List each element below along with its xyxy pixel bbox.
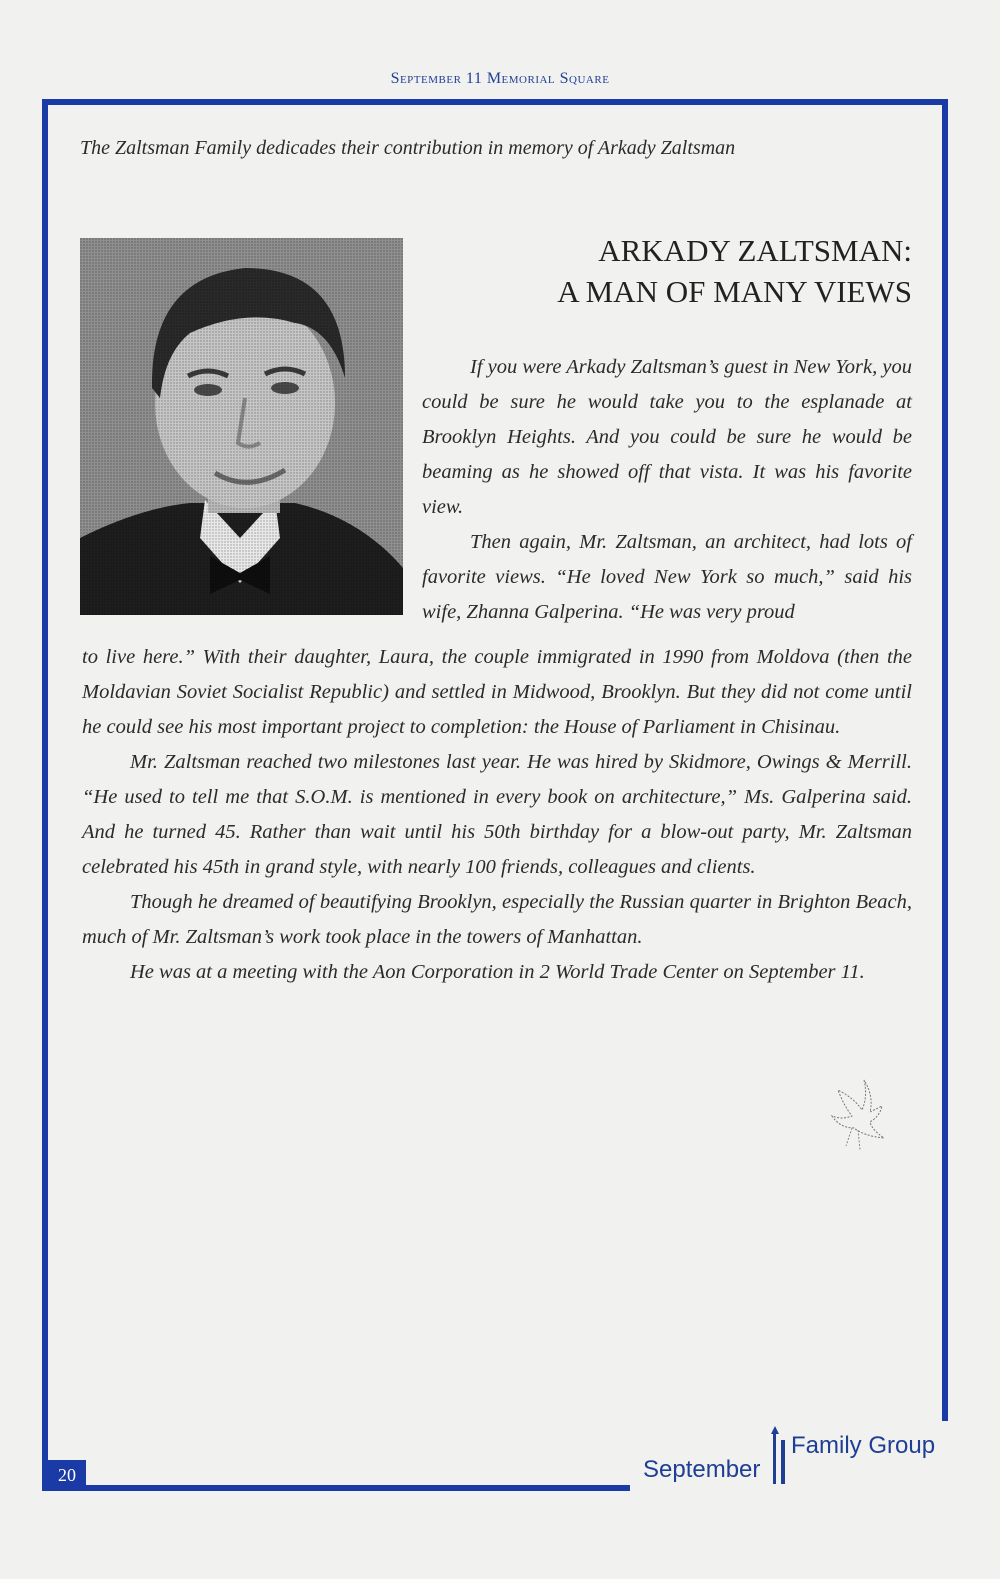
frame-border-top [42,99,948,105]
article-title-line1: ARKADY ZALTSMAN: [598,233,912,268]
family-group-logo [643,1418,943,1488]
frame-border-left [42,99,48,1491]
paragraph-5: He was at a meeting with the Aon Corporation in 2 World Trade Center on September 11. [130,961,865,983]
portrait-photo [80,238,403,615]
logo-word-family-group: Family Group [791,1432,936,1459]
article-body-top [422,350,912,630]
paragraph-1: If you were Arkady Zaltsman’s guest in New York, you could be sure he would take you to the esplanade at Brooklyn Heights. And you could be sure he would be beaming as he showed off that vista. It was his favorite view. [422,356,912,518]
frame-border-bottom [42,1485,630,1491]
article-title-line2: A MAN OF MANY VIEWS [557,274,912,309]
paragraph-3: Mr. Zaltsman reached two milestones last year. He was hired by Skidmore, Owings & Merrill. “He used to tell me that S.O.M. is mentioned in every book on architecture,” Ms. Galperina said. And he turned 45. Rather than wait until his 50th birthday for a blow-out party, Mr. Zaltsman celebrated his 45th in grand style, with nearly 100 friends, colleagues and clients. [82,751,912,878]
page-number: 20 [48,1460,86,1490]
running-title: September 11 Memorial Square [390,70,610,87]
frame-border-right [942,99,948,1421]
article-title [420,230,912,312]
paragraph-4: Though he dreamed of beautifying Brooklyn, especially the Russian quarter in Brighton Beach, much of Mr. Zaltsman’s work took place in the towers of Manhattan. [82,891,912,948]
twin-towers-icon [769,1426,789,1484]
article-body-bottom [82,640,912,990]
dove-icon [824,1076,890,1160]
logo-word-september: September [643,1456,761,1483]
dedication-line: The Zaltsman Family dedicades their contribution in memory of Arkady Zaltsman [80,137,736,159]
paragraph-2-start: Then again, Mr. Zaltsman, an architect, had lots of favorite views. “He loved New York so much,” said his wife, Zhanna Galperina. “He was very proud [422,531,912,623]
portrait-illustration [80,238,403,615]
paragraph-2-continued: to live here.” With their daughter, Laura, the couple immigrated in 1990 from Moldova (then the Moldavian Soviet Socialist Republic) and settled in Midwood, Brooklyn. But they did not come until he could see his most important project to completion: the House of Parliament in Chisinau. [82,646,912,738]
